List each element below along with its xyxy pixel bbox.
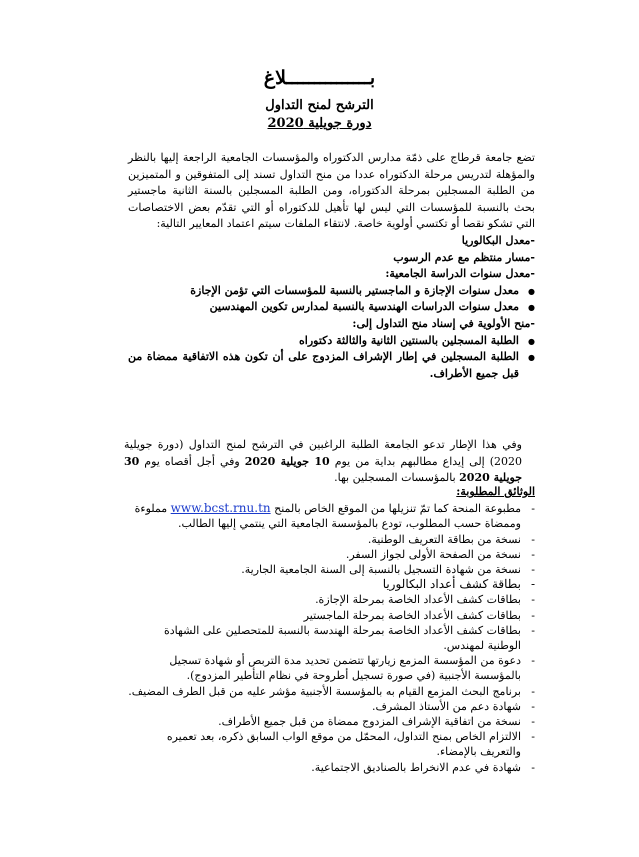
call-text-b: وفي أجل أقصاه يوم — [139, 454, 245, 468]
doc-item: - الالتزام الخاص بمنح التداول، المحمّل من موقع الواب السابق ذكره، بعد تعميره والتعريف بالإمضاء. — [128, 729, 535, 759]
doc-item: - شهادة دعم من الأستاذ المشرف. — [128, 699, 535, 714]
intro-paragraph: تضع جامعة قرطاج على ذمّة مدارس الدكتوراه والمؤسسات الجامعية الراجعة إليها بالنظر والمؤهلة لتدريس مرحلة الدكتوراه عددا من منح التداول تسند إلى المتفوقين و المتميزين من الطلبة المسجلين بمرحلة الدكتوراه، ومن الطلبة المسجلين بالسنة الثانية ماجستير بحث بالنسبة للمؤسسات التي ليس لها تأهيل للدكتوراه أو التي تقدّم بعض الاختصاصات التي تشكو نقصا أو تكتسي أولوية خاصة. لانتقاء الملفات سيتم اعتماد المعايير التالية: — [128, 151, 535, 231]
call-date-start: 10 جويلية 2020 — [244, 454, 330, 468]
notice-subtitle: الترشح لمنح التداول — [265, 98, 374, 113]
call-date-end: 30 جويلية 2020 — [124, 454, 522, 485]
doc-form-text-b: مملوءة وممضاة حسب المطلوب، تودع بالمؤسسة الجامعية التي ينتمي إليها الطالب. — [134, 502, 521, 531]
call-paragraph — [124, 437, 522, 487]
priority-heading: -منح الأولوية في إسناد منح التداول إلى: — [352, 316, 535, 330]
doc-item: - بطاقات كشف الأعداد الخاصة بمرحلة الماجستير — [128, 608, 535, 623]
doc-form-text-a: مطبوعة المنحة كما تمّ تنزيلها من الموقع الخاص بالمنح — [270, 502, 521, 516]
doc-item: - بطاقات كشف الأعداد الخاصة بمرحلة الإجازة. — [128, 592, 535, 607]
bcst-website-link[interactable]: www.bcst.rnu.tn — [170, 501, 271, 516]
call-text-a: وفي هذا الإطار تدعو الجامعة الطلبة الراغبين في الترشح لمنح التداول (دورة جويلية 2020) إلى إيداع مطالبهم بداية من يوم — [124, 438, 523, 468]
doc-item-form — [128, 501, 535, 531]
docs-title: الوثائق المطلوبة: — [456, 485, 535, 498]
criteria-path: -مسار منتظم مع عدم الرسوب — [393, 250, 535, 264]
doc-item: - نسخة من الصفحة الأولى لجواز السفر. — [128, 547, 535, 562]
doc-item: - بطاقة كشف أعداد البكالوريا — [128, 577, 535, 592]
session-label — [0, 115, 639, 133]
doc-item: - شهادة في عدم الانخراط بالصناديق الاجتماعية. — [128, 760, 535, 775]
call-text-c: بالمؤسسات المسجلين بها. — [334, 471, 460, 485]
priority-bullet-cotutelle: ● الطلبة المسجلين في إطار الإشراف المزدوج على أن تكون هذه الاتفاقية ممضاة من قبل جميع الأطراف. — [128, 349, 535, 382]
criteria-bullet-licence: ● معدل سنوات الإجازة و الماجستير بالنسبة للمؤسسات التي تؤمن الإجازة — [128, 283, 535, 300]
intro-block — [128, 150, 535, 382]
doc-item: - برنامج البحث المزمع القيام به بالمؤسسة الأجنبية مؤشر عليه من قبل الطرف المضيف. — [128, 684, 535, 699]
session-text: دورة جويلية 2020 — [267, 116, 372, 131]
criteria-univ: -معدل سنوات الدراسة الجامعية: — [385, 267, 535, 281]
doc-item: - بطاقات كشف الأعداد الخاصة بمرحلة الهندسة بالنسبة للمتحصلين على الشهادة الوطنية لمهندس. — [128, 623, 535, 653]
required-documents — [128, 484, 535, 775]
priority-bullet-phd: ● الطلبة المسجلين بالسنتين الثانية والثالثة دكتوراه — [128, 333, 535, 350]
doc-item: - نسخة من شهادة التسجيل بالنسبة إلى السنة الجامعية الجارية. — [128, 562, 535, 577]
doc-item: - نسخة من بطاقة التعريف الوطنية. — [128, 532, 535, 547]
criteria-bullet-engineering: ● معدل سنوات الدراسات الهندسية بالنسبة لمدارس تكوين المهندسين — [128, 299, 535, 316]
notice-title: بـــــــــــــــلاغ — [263, 67, 376, 89]
doc-item: - نسخة من اتفاقية الإشراف المزدوج ممضاة من قبل جميع الأطراف. — [128, 714, 535, 729]
doc-item: - دعوة من المؤسسة المزمع زيارتها تتضمن تحديد مدة التربص أو شهادة تسجيل بالمؤسسة الأجنبية (في صورة تسجيل أطروحة في نظام التأطير المزدوج). — [128, 653, 535, 683]
criteria-bac: -معدل البكالوريا — [461, 233, 535, 247]
